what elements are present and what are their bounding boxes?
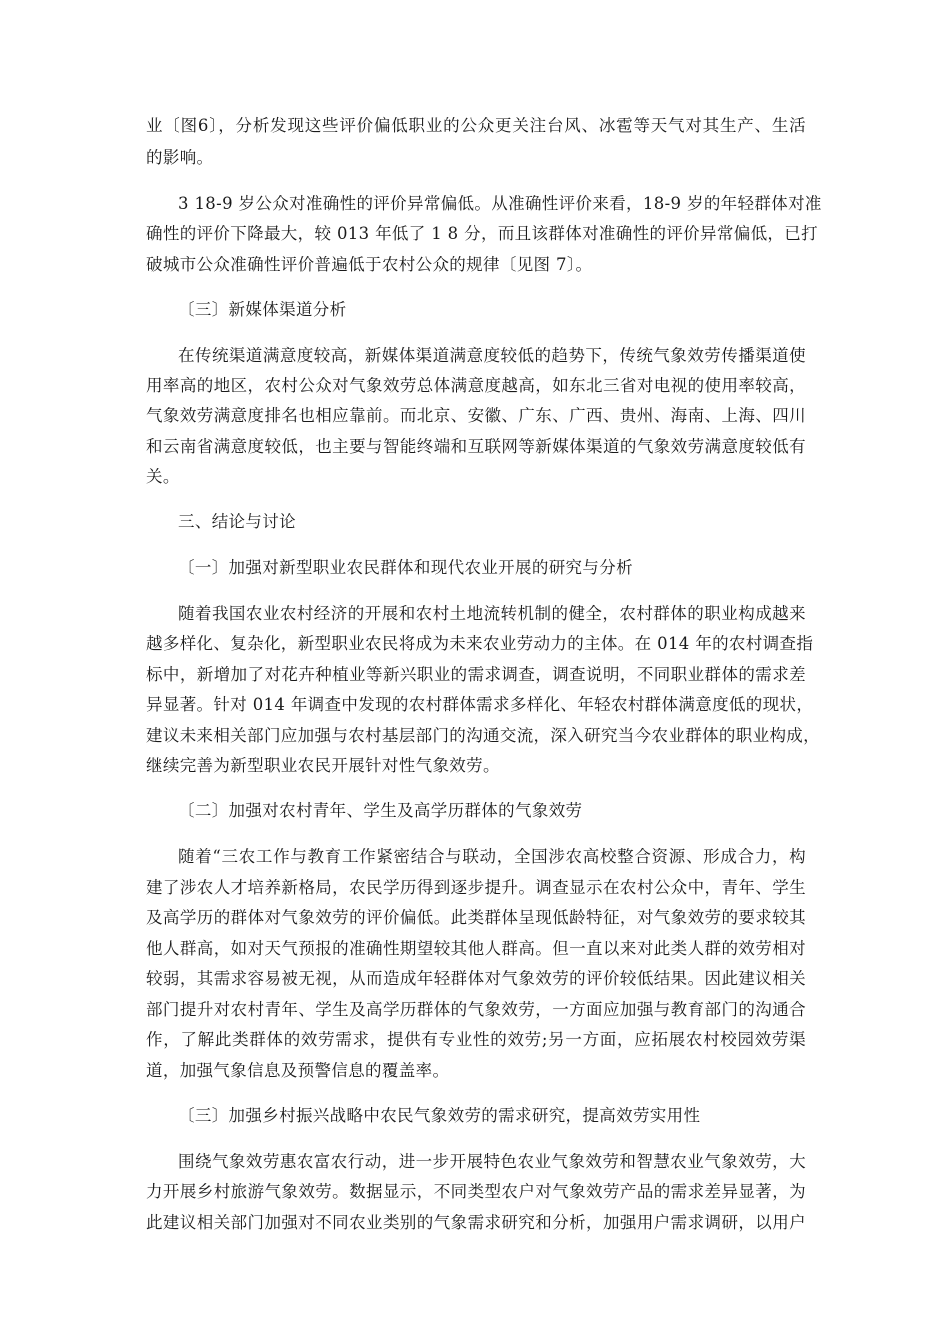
text-line: 越多样化、复杂化，新型职业农民将成为未来农业劳动力的主体。在 014 年的农村调查指 bbox=[146, 634, 814, 653]
text-line: 在传统渠道满意度较高，新媒体渠道满意度较低的趋势下，传统气象效劳传播渠道使 bbox=[178, 346, 806, 365]
text-line: 建了涉农人才培养新格局，农民学历得到逐步提升。调查显示在农村公众中，青年、学生 bbox=[146, 878, 806, 897]
text-line: 业〔图6〕，分析发现这些评价偏低职业的公众更关注台风、冰雹等天气对其生产、生活 bbox=[146, 116, 806, 135]
text-line: 较弱，其需求容易被无视，从而造成年轻群体对气象效劳的评价较低结果。因此建议相关 bbox=[146, 969, 806, 988]
text-line: 气象效劳满意度排名也相应靠前。而北京、安徽、广东、广西、贵州、海南、上海、四川 bbox=[146, 406, 806, 425]
text-line: 异显著。针对 014 年调查中发现的农村群体需求多样化、年轻农村群体满意度低的现状， bbox=[146, 695, 814, 714]
text-line: 随着我国农业农村经济的开展和农村土地流转机制的健全，农村群体的职业构成越来 bbox=[178, 604, 806, 623]
text-line: 随着“三农工作与教育工作紧密结合与联动，全国涉农高校整合资源、形成合力，构 bbox=[178, 847, 806, 866]
text-line: 3 18-9 岁公众对准确性的评价异常偏低。从准确性评价来看，18-9 岁的年轻群体对准 bbox=[178, 194, 822, 213]
text-line: 此建议相关部门加强对不同农业类别的气象需求研究和分析，加强用户需求调研，以用户 bbox=[146, 1213, 806, 1232]
text-line: 他人群高，如对天气预报的准确性期望较其他人群高。但一直以来对此类人群的效劳相对 bbox=[146, 939, 806, 958]
text-line: 继续完善为新型职业农民开展针对性气象效劳。 bbox=[146, 756, 500, 775]
text-line: 标中，新增加了对花卉种植业等新兴职业的需求调查，调查说明，不同职业群体的需求差 bbox=[146, 665, 806, 684]
section-heading: 三、结论与讨论 bbox=[178, 512, 296, 531]
text-line: 作，了解此类群体的效劳需求，提供有专业性的效劳;另一方面，应拓展农村校园效劳渠 bbox=[146, 1030, 806, 1049]
subsection-heading: 〔三〕加强乡村振兴战略中农民气象效劳的需求研究，提高效劳实用性 bbox=[178, 1106, 701, 1125]
subsection-heading: 〔一〕加强对新型职业农民群体和现代农业开展的研究与分析 bbox=[178, 558, 633, 577]
text-line: 道，加强气象信息及预警信息的覆盖率。 bbox=[146, 1061, 450, 1080]
text-line: 关。 bbox=[146, 467, 180, 486]
text-line: 及高学历的群体对气象效劳的评价偏低。此类群体呈现低龄特征，对气象效劳的要求较其 bbox=[146, 908, 806, 927]
text-line: 确性的评价下降最大，较 013 年低了 1 8 分，而且该群体对准确性的评价异常偏低，已打 bbox=[146, 224, 818, 243]
text-line: 和云南省满意度较低，也主要与智能终端和互联网等新媒体渠道的气象效劳满意度较低有 bbox=[146, 437, 806, 456]
text-line: 部门提升对农村青年、学生及高学历群体的气象效劳，一方面应加强与教育部门的沟通合 bbox=[146, 1000, 806, 1019]
text-line: 力开展乡村旅游气象效劳。数据显示，不同类型农户对气象效劳产品的需求差异显著，为 bbox=[146, 1182, 806, 1201]
text-line: 用率高的地区，农村公众对气象效劳总体满意度越高，如东北三省对电视的使用率较高， bbox=[146, 376, 806, 395]
text-line: 建议未来相关部门应加强与农村基层部门的沟通交流，深入研究当今农业群体的职业构成， bbox=[146, 726, 820, 745]
subsection-heading: 〔二〕加强对农村青年、学生及高学历群体的气象效劳 bbox=[178, 801, 583, 820]
text-line: 围绕气象效劳惠农富农行动，进一步开展特色农业气象效劳和智慧农业气象效劳，大 bbox=[178, 1152, 806, 1171]
section-heading: 〔三〕新媒体渠道分析 bbox=[178, 300, 347, 319]
text-line: 破城市公众准确性评价普遍低于农村公众的规律〔见图 7〕。 bbox=[146, 255, 593, 274]
text-line: 的影响。 bbox=[146, 148, 214, 167]
